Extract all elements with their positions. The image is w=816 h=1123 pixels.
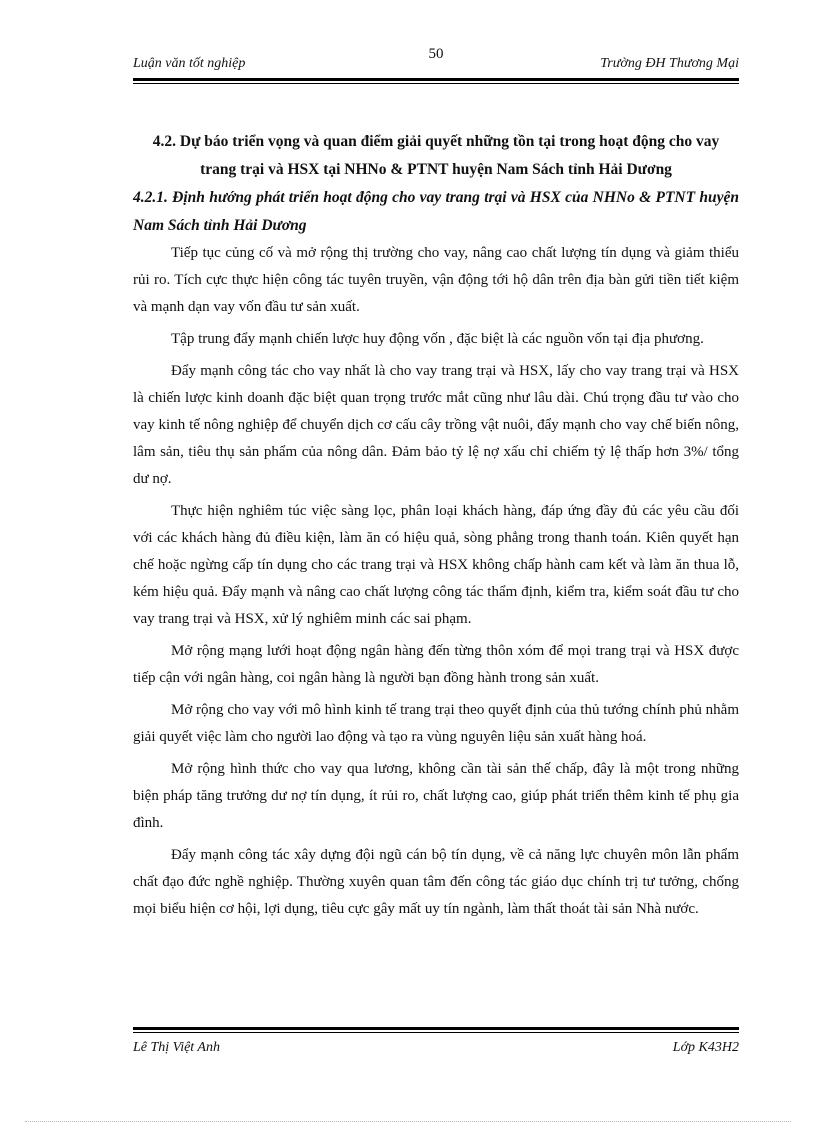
- subsection-heading: 4.2.1. Định hướng phát triển hoạt động cho vay trang trại và HSX của NHNo & PTNT huyện Nam Sách tỉnh Hải Dương: [133, 189, 739, 234]
- paragraph: Đẩy mạnh công tác xây dựng đội ngũ cán bộ tín dụng, về cả năng lực chuyên môn lẫn phẩm chất đạo đức nghề nghiệp. Thường xuyên quan tâm đến công tác giáo dục chính trị tư tưởng, chống mọi biểu hiện cơ hội, lợi dụng, tiêu cực gây mất uy tín ngành, làm thất thoát tài sản Nhà nước.: [133, 847, 739, 917]
- page-number: 50: [428, 46, 444, 62]
- header-university-label: Trường ĐH Thương Mại: [600, 56, 739, 71]
- page-header: [133, 46, 739, 76]
- page-edge-dots: [25, 1121, 791, 1122]
- footer-class: Lớp K43H2: [672, 1040, 739, 1055]
- header-thesis-label: Luận văn tốt nghiệp: [133, 56, 246, 71]
- paragraph: Mở rộng cho vay với mô hình kinh tế trang trại theo quyết định của thủ tướng chính phủ nhằm giải quyết việc làm cho người lao động và tạo ra vùng nguyên liệu sản xuất hàng hoá.: [133, 702, 739, 745]
- paragraph: Mở rộng hình thức cho vay qua lương, không cần tài sản thế chấp, đây là một trong những biện pháp tăng trưởng dư nợ tín dụng, ít rủi ro, chất lượng cao, giúp phát triển thêm kinh tế phụ gia đình.: [133, 761, 739, 831]
- section-heading: 4.2. Dự báo triển vọng và quan điểm giải quyết những tồn tại trong hoạt động cho vay trang trại và HSX tại NHNo & PTNT huyện Nam Sách tỉnh Hải Dương: [152, 133, 720, 178]
- header-divider: [133, 78, 739, 83]
- paragraph: Tập trung đẩy mạnh chiến lược huy động vốn , đặc biệt là các nguồn vốn tại địa phương.: [171, 331, 704, 347]
- footer-author: Lê Thị Việt Anh: [133, 1040, 220, 1055]
- footer-divider: [133, 1027, 739, 1032]
- paragraph: Thực hiện nghiêm túc việc sàng lọc, phân loại khách hàng, đáp ứng đầy đủ các yêu cầu đối với các khách hàng đủ điều kiện, làm ăn có hiệu quả, sòng phẳng trong thanh toán. Kiên quyết hạn chế hoặc ngừng cấp tín dụng cho các trang trại và HSX không chấp hành cam kết và làm ăn thua lỗ, kém hiệu quả. Đẩy mạnh và nâng cao chất lượng công tác thẩm định, kiểm tra, kiểm soát đầu tư cho vay trang trại và HSX, xử lý nghiêm minh các sai phạm.: [133, 503, 739, 627]
- paragraph: Đẩy mạnh công tác cho vay nhất là cho vay trang trại và HSX, lấy cho vay trang trại và HSX là chiến lược kinh doanh đặc biệt quan trọng trước mắt cũng như lâu dài. Chú trọng đầu tư vào cho vay kinh tế nông nghiệp để chuyển dịch cơ cấu cây trồng vật nuôi, đẩy mạnh cho vay chế biến nông, lâm sản, tiêu thụ sản phẩm của nông dân. Đảm bảo tỷ lệ nợ xấu chỉ chiếm tỷ lệ thấp hơn 3%/ tổng dư nợ.: [133, 363, 739, 487]
- paragraph: Mở rộng mạng lưới hoạt động ngân hàng đến từng thôn xóm để mọi trang trại và HSX được tiếp cận với ngân hàng, coi ngân hàng là người bạn đồng hành trong sản xuất.: [133, 643, 739, 686]
- page-footer: [133, 1040, 739, 1062]
- page-body: [133, 128, 739, 928]
- paragraph: Tiếp tục củng cố và mở rộng thị trường cho vay, nâng cao chất lượng tín dụng và giảm thiểu rủi ro. Tích cực thực hiện công tác tuyên truyền, vận động tới hộ dân trên địa bàn gửi tiền tiết kiệm và mạnh dạn vay vốn đầu tư sản xuất.: [133, 245, 739, 315]
